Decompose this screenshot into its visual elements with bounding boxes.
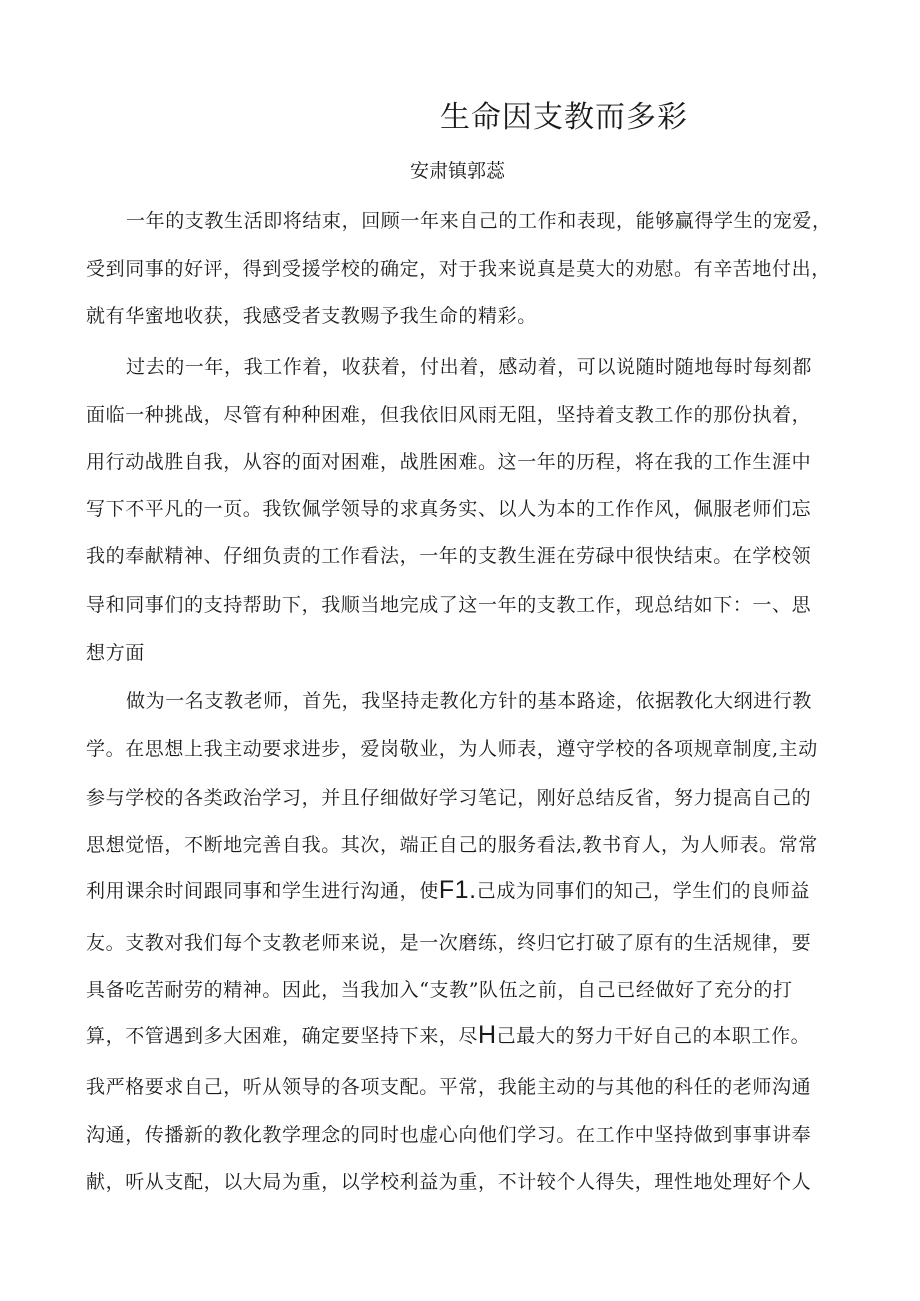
paragraph-1-line-2: 受到同事的好评，得到受援学校的确定，对于我来说真是莫大的劝慰。有辛苦地付出， (86, 258, 831, 280)
paragraph-2-line-4: 写下不平凡的一页。我钦佩学领导的求真务实、以人为本的工作作风，佩服老师们忘 (86, 498, 812, 520)
paragraph-3-line-4: 思想觉悟，不断地完善自我。其次，端正自己的服务看法,教书育人，为人师表。常常 (86, 834, 818, 856)
paragraph-1-line-1: 一年的支教生活即将结束，回顾一年来自己的工作和表现，能够赢得学生的宠爱， (126, 210, 832, 232)
paragraph-3-line-1: 做为一名支教老师，首先，我坚持走教化方针的基本路途，依据教化大纲进行教 (126, 690, 813, 712)
paragraph-2-line-7: 想方面 (86, 642, 145, 664)
document-author: 安肃镇郭蕊 (410, 160, 506, 182)
paragraph-2-line-6: 导和同事们的支持帮助下，我顺当地完成了这一年的支教工作，现总结如下：一、思 (86, 594, 812, 616)
line-8-text-before: 算，不管遇到多大困难，确定要坚持下来，尽 (86, 1025, 479, 1047)
paragraph-2-line-5: 我的奉献精神、仔细负责的工作看法，一年的支教生涯在劳碌中很快结束。在学校领 (86, 545, 812, 567)
paragraph-3-line-7: 具备吃苦耐劳的精神。因此，当我加入“支教”队伍之前，自己已经做好了充分的打 (86, 979, 793, 1001)
line-5-text-after: 己成为同事们的知己，学生们的良师益 (476, 880, 810, 902)
paragraph-3-line-3: 参与学校的各类政治学习，并且仔细做好学习笔记，刚好总结反省，努力提高自己的 (86, 787, 812, 809)
paragraph-3-line-8 (86, 1021, 810, 1050)
line-8-text-after: 己最大的努力干好自己的本职工作。 (496, 1025, 811, 1047)
paragraph-3-line-10: 沟通，传播新的教化教学理念的同时也虚心向他们学习。在工作中坚持做到事事讲奉 (86, 1124, 812, 1146)
paragraph-1-line-3: 就有华蜜地收获，我感受者支教赐予我生命的精彩。 (86, 305, 537, 327)
line-5-text-before: 利用课余时间跟同事和学生进行沟通，使 (86, 880, 439, 902)
paragraph-3-line-11: 献，听从支配，以大局为重，以学校利益为重，不计较个人得失，理性地处理好个人 (86, 1171, 812, 1193)
paragraph-3-line-9: 我严格要求自己，听从领导的各项支配。平常，我能主动的与其他的科任的老师沟通 (86, 1076, 812, 1098)
paragraph-2-line-3: 用行动战胜自我，从容的面对困难，战胜困难。这一年的历程，将在我的工作生涯中 (86, 451, 812, 473)
paragraph-3-line-6: 友。支教对我们每个支教老师来说，是一次磨练，终归它打破了原有的生活规律，要 (86, 932, 812, 954)
paragraph-2-line-2: 面临一种挑战，尽管有种种困难，但我依旧风雨无阻，坚持着支教工作的那份执着， (86, 404, 812, 426)
document-title: 生命因支教而多彩 (440, 100, 688, 135)
paragraph-3-line-2: 学。在思想上我主动要求进步，爱岗敬业，为人师表，遵守学校的各项规章制度,主动 (86, 738, 818, 760)
line-8-latin-fragment: H (478, 1021, 497, 1049)
paragraph-2-line-1: 过去的一年，我工作着，收获着，付出着，感动着，可以说随时随地每时每刻都 (126, 356, 813, 378)
line-5-latin-fragment: F1. (438, 876, 477, 904)
paragraph-3-line-5 (86, 876, 810, 905)
